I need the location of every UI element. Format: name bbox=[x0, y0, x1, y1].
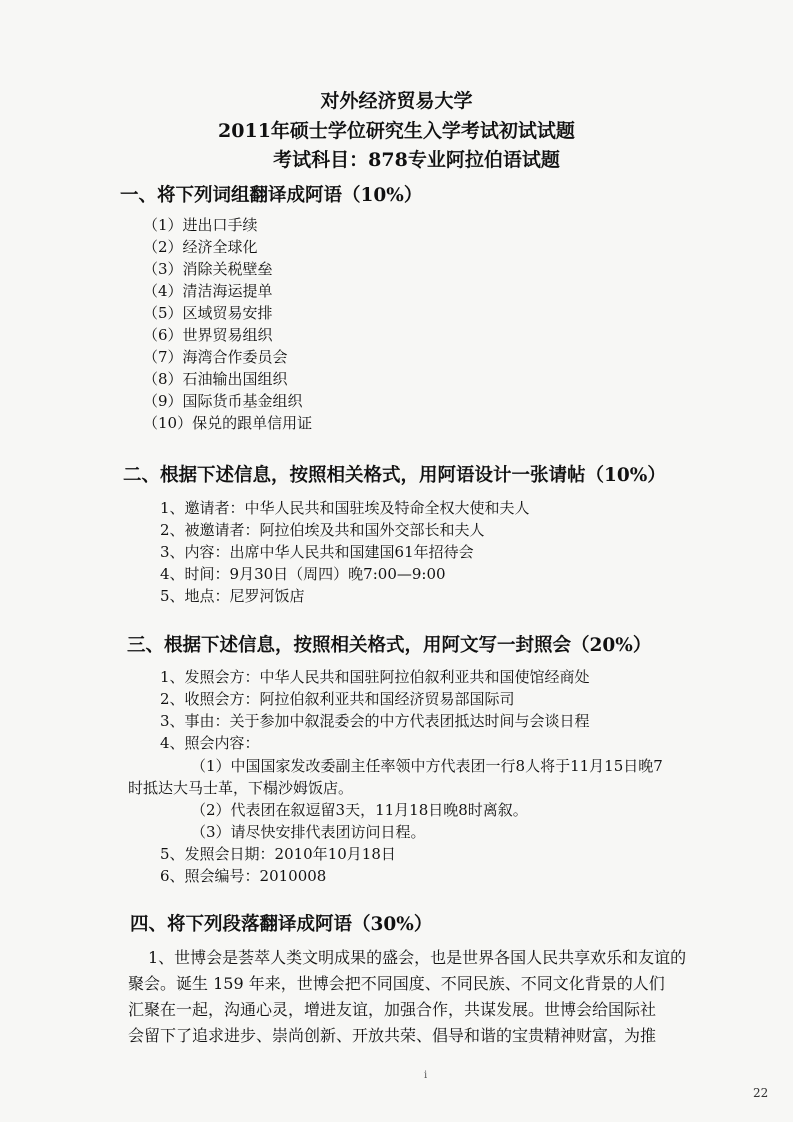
list-item: （9）国际货币基金组织 bbox=[143, 392, 303, 410]
content-line: （2）代表团在叙逗留3天，11月18日晚8时离叙。 bbox=[191, 801, 528, 819]
list-item: 2、收照会方：阿拉伯叙利亚共和国经济贸易部国际司 bbox=[160, 690, 515, 708]
university-title: 对外经济贸易大学 bbox=[320, 90, 473, 112]
list-item: （8）石油输出国组织 bbox=[143, 370, 288, 388]
section-3-heading: 三、根据下述信息，按照相关格式，用阿文写一封照会（20%） bbox=[127, 635, 652, 656]
content-line: 时抵达大马士革，下榻沙姆饭店。 bbox=[128, 779, 354, 797]
list-item: （6）世界贸易组织 bbox=[143, 326, 273, 344]
section-2-heading: 二、根据下述信息，按照相关格式，用阿语设计一张请帖（10%） bbox=[123, 465, 666, 486]
section-1-heading: 一、将下列词组翻译成阿语（10%） bbox=[120, 185, 423, 206]
list-item: （10）保兑的跟单信用证 bbox=[143, 414, 313, 432]
list-item: （4）清洁海运提单 bbox=[143, 282, 273, 300]
list-item: 1、发照会方：中华人民共和国驻阿拉伯叙利亚共和国使馆经商处 bbox=[160, 668, 590, 686]
list-item: （1）进出口手续 bbox=[143, 216, 258, 234]
exam-subject: 考试科目：878专业阿拉伯语试题 bbox=[273, 149, 560, 171]
list-item: （7）海湾合作委员会 bbox=[143, 348, 288, 366]
list-item: 2、被邀请者：阿拉伯埃及共和国外交部长和夫人 bbox=[160, 521, 485, 539]
list-item: 4、照会内容： bbox=[160, 734, 260, 752]
list-item: 3、内容：出席中华人民共和国建国61年招待会 bbox=[160, 543, 474, 561]
page-number: 22 bbox=[753, 1086, 769, 1100]
list-item: 4、时间：9月30日（周四）晚7:00—9:00 bbox=[160, 565, 446, 583]
list-item: 3、事由：关于参加中叙混委会的中方代表团抵达时间与会谈日程 bbox=[160, 712, 590, 730]
paragraph-line: 汇聚在一起，沟通心灵，增进友谊，加强合作，共谋发展。世博会给国际社 bbox=[128, 1000, 657, 1019]
content-line: （3）请尽快安排代表团访问日程。 bbox=[191, 823, 426, 841]
paragraph-line: 聚会。诞生 159 年来，世博会把不同国度、不同民族、不同文化背景的人们 bbox=[128, 974, 665, 993]
list-item: （5）区域贸易安排 bbox=[143, 304, 273, 322]
center-mark: i bbox=[424, 1070, 428, 1081]
list-item: 6、照会编号：2010008 bbox=[160, 867, 327, 885]
paragraph-line: 1、世博会是荟萃人类文明成果的盛会，也是世界各国人民共享欢乐和友谊的 bbox=[148, 948, 687, 967]
list-item: （3）消除关税壁垒 bbox=[143, 260, 273, 278]
list-item: （2）经济全球化 bbox=[143, 238, 258, 256]
list-item: 1、邀请者：中华人民共和国驻埃及特命全权大使和夫人 bbox=[160, 499, 530, 517]
list-item: 5、发照会日期：2010年10月18日 bbox=[160, 845, 396, 863]
exam-title: 2011年硕士学位研究生入学考试初试试题 bbox=[218, 120, 575, 142]
paragraph-line: 会留下了追求进步、崇尚创新、开放共荣、倡导和谐的宝贵精神财富，为推 bbox=[128, 1026, 657, 1045]
content-line: （1）中国国家发改委副主任率领中方代表团一行8人将于11月15日晚7 bbox=[191, 757, 663, 775]
list-item: 5、地点：尼罗河饭店 bbox=[160, 587, 305, 605]
section-4-heading: 四、将下列段落翻译成阿语（30%） bbox=[130, 914, 433, 935]
